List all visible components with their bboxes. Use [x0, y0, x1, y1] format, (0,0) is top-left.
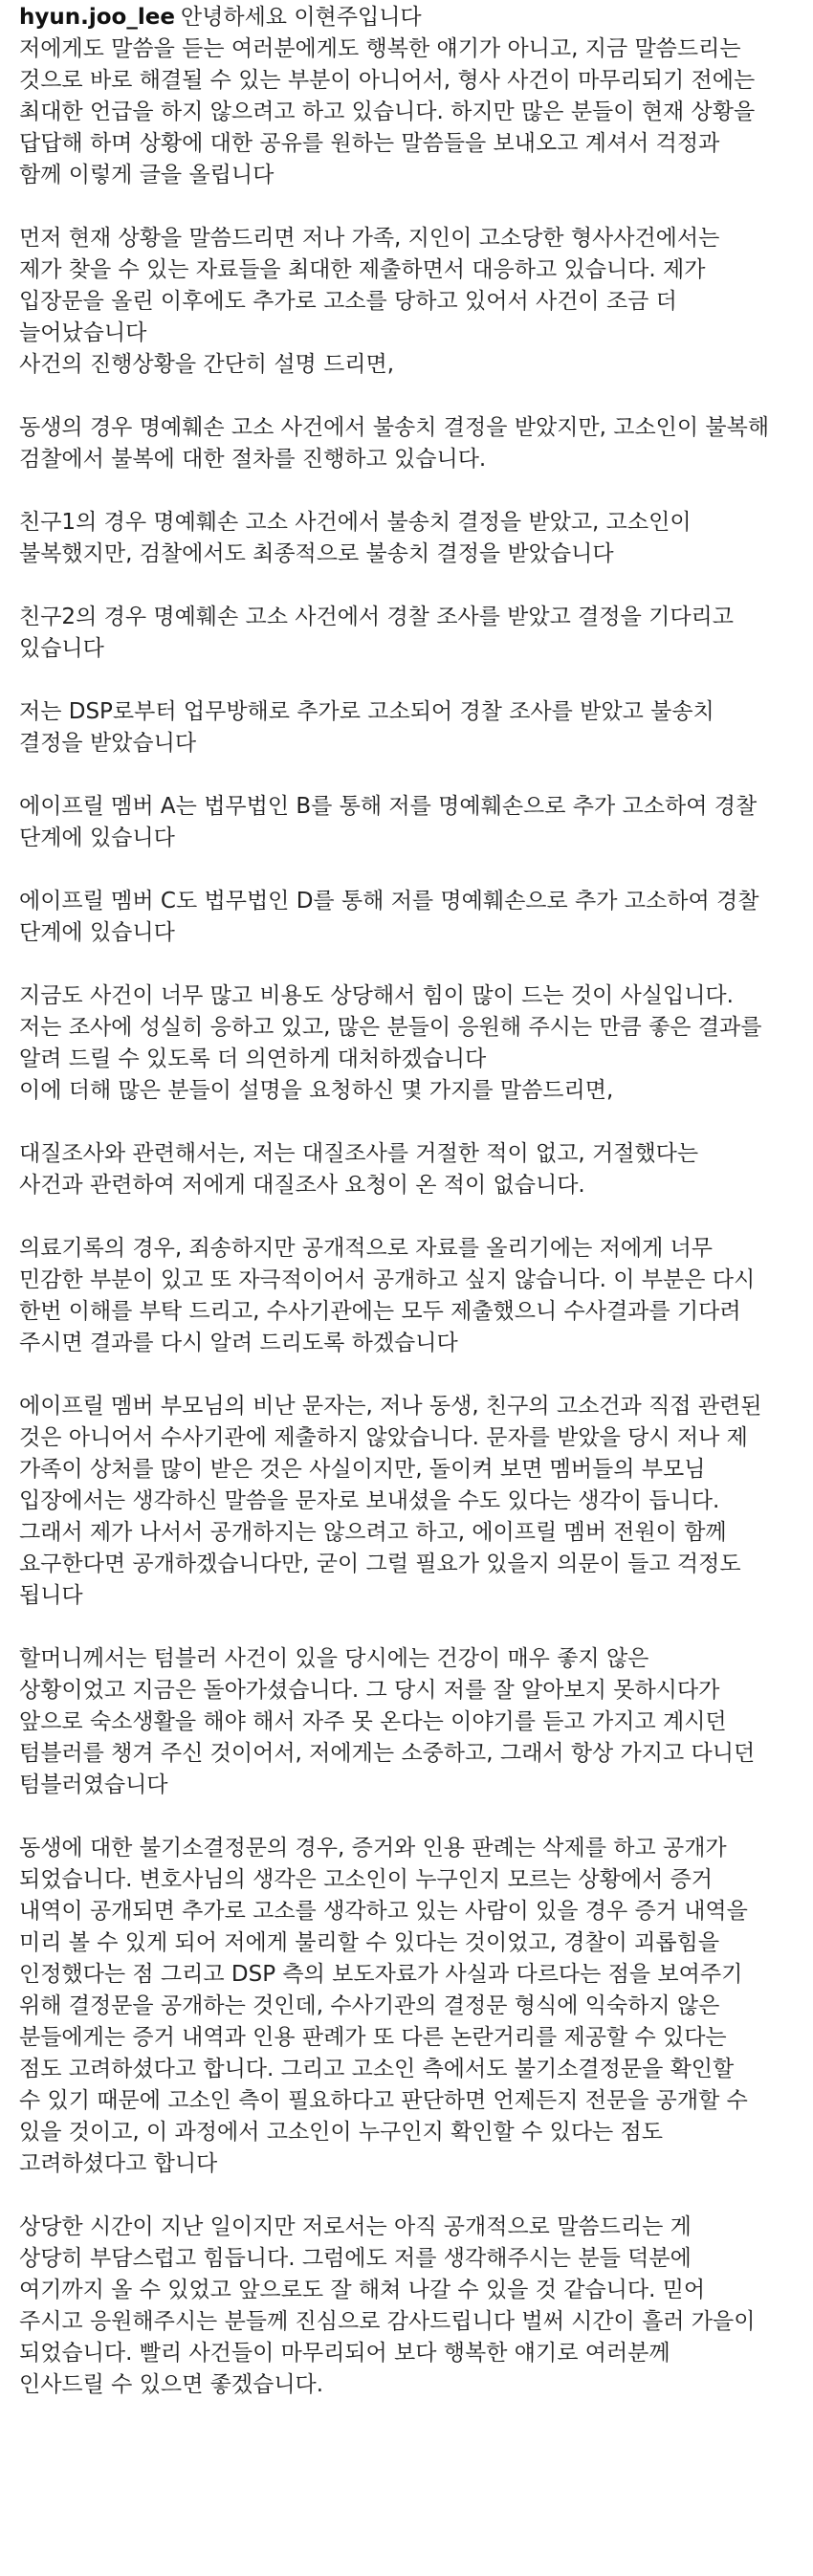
- username[interactable]: hyun.joo_lee: [19, 5, 175, 30]
- text-line: 것은 아니어서 수사기관에 제출하지 않았습니다. 문자를 받았을 당시 저나 제: [19, 1425, 748, 1450]
- text-line: 있습니다: [19, 636, 104, 661]
- paragraph: [19, 2212, 794, 2401]
- text-line: 에이프릴 멤버 C도 법무법인 D를 통해 저를 명예훼손으로 추가 고소하여 경찰: [19, 889, 759, 914]
- text-line: 상황이었고 지금은 돌아가셨습니다. 그 당시 저를 잘 알아보지 못하시다가: [19, 1678, 720, 1703]
- text-line: 있을 것이고, 이 과정에서 고소인이 누구인지 확인할 수 있다는 점도: [19, 2120, 663, 2145]
- text-line: 함께 이렇게 글을 올립니다: [19, 163, 275, 187]
- text-line: 것으로 바로 해결될 수 있는 부분이 아니어서, 형사 사건이 마무리되기 전에는: [19, 68, 756, 93]
- text-line: 에이프릴 멤버 A는 법무법인 B를 통해 저를 명예훼손으로 추가 고소하여 경찰: [19, 794, 758, 819]
- text-line: 답답해 하며 상황에 대한 공유를 원하는 말씀들을 보내오고 계셔서 걱정과: [19, 131, 720, 156]
- text-line: 상당한 시간이 지난 일이지만 저로서는 아직 공개적으로 말씀드리는 게: [19, 2214, 692, 2239]
- text-line: 주시고 응원해주시는 분들께 진심으로 감사드립니다 벌써 시간이 흘러 가을이: [19, 2309, 756, 2334]
- text-line: 됩니다: [19, 1583, 83, 1608]
- text-line: 먼저 현재 상황을 말씀드리면 저나 가족, 지인이 고소당한 형사사건에서는: [19, 226, 720, 251]
- text-line: 미리 볼 수 있게 되어 저에게 불리할 수 있다는 것이었고, 경찰이 괴롭힘을: [19, 1930, 720, 1955]
- text-line: 이에 더해 많은 분들이 설명을 요청하신 몇 가지를 말씀드리면,: [19, 1078, 614, 1103]
- text-line: 텀블러를 챙겨 주신 것이어서, 저에게는 소중하고, 그래서 항상 가지고 다니던: [19, 1741, 756, 1766]
- text-line: 분들에게는 증거 내역과 인용 판례가 또 다른 논란거리를 제공할 수 있다는: [19, 2025, 727, 2050]
- text-line: 요구한다면 공개하겠습니다만, 굳이 그럴 필요가 있을지 의문이 들고 걱정도: [19, 1552, 741, 1576]
- paragraph: [19, 1138, 794, 1201]
- text-line: 불복했지만, 검찰에서도 최종적으로 불송치 결정을 받았습니다: [19, 541, 614, 566]
- text-line: 사건과 관련하여 저에게 대질조사 요청이 온 적이 없습니다.: [19, 1173, 585, 1198]
- post-paragraphs: [19, 33, 794, 2401]
- text-line: 그래서 제가 나서서 공개하지는 않으려고 하고, 에이프릴 멤버 전원이 함께: [19, 1520, 727, 1545]
- text-line: 제가 찾을 수 있는 자료들을 최대한 제출하면서 대응하고 있습니다. 제가: [19, 257, 706, 282]
- paragraph: [19, 602, 794, 665]
- text-line: 가족이 상처를 많이 받은 것은 사실이지만, 돌이켜 보면 멤버들의 부모님: [19, 1457, 706, 1482]
- text-line: 늘어났습니다: [19, 320, 147, 345]
- text-line: 의료기록의 경우, 죄송하지만 공개적으로 자료를 올리기에는 저에게 너무: [19, 1236, 714, 1261]
- text-line: 단계에 있습니다: [19, 826, 175, 850]
- paragraph: [19, 696, 794, 760]
- text-line: 한번 이해를 부탁 드리고, 수사기관에는 모두 제출했으니 수사결과를 기다려: [19, 1299, 741, 1324]
- text-line: 저에게도 말씀을 듣는 여러분에게도 행복한 얘기가 아니고, 지금 말씀드리는: [19, 36, 741, 61]
- paragraph: [19, 791, 794, 854]
- text-line: 에이프릴 멤버 부모님의 비난 문자는, 저나 동생, 친구의 고소건과 직접 관련된: [19, 1394, 762, 1419]
- paragraph: [19, 886, 794, 949]
- text-line: 주시면 결과를 다시 알려 드리도록 하겠습니다: [19, 1331, 458, 1355]
- text-line: 고려하셨다고 합니다: [19, 2151, 218, 2176]
- text-line: 알려 드릴 수 있도록 더 의연하게 대처하겠습니다: [19, 1046, 487, 1071]
- text-line: 인정했다는 점 그리고 DSP 측의 보도자료가 사실과 다르다는 점을 보여주기: [19, 1962, 743, 1987]
- text-line: 최대한 언급을 하지 않으려고 하고 있습니다. 하지만 많은 분들이 현재 상황을: [19, 99, 756, 124]
- paragraph: [19, 33, 794, 191]
- text-line: 입장에서는 생각하신 말씀을 문자로 보내셨을 수도 있다는 생각이 듭니다.: [19, 1488, 720, 1513]
- paragraph: [19, 1391, 794, 1612]
- text-line: 내역이 공개되면 추가로 고소를 생각하고 있는 사람이 있을 경우 증거 내역을: [19, 1899, 748, 1924]
- text-line: 앞으로 숙소생활을 해야 해서 자주 못 온다는 이야기를 듣고 가지고 계시던: [19, 1709, 727, 1734]
- paragraph: [19, 1643, 794, 1801]
- text-line: 대질조사와 관련해서는, 저는 대질조사를 거절한 적이 없고, 거절했다는: [19, 1141, 699, 1166]
- paragraph: [19, 1233, 794, 1359]
- text-line: 텀블러였습니다: [19, 1772, 168, 1797]
- text-line: 결정을 받았습니다: [19, 731, 197, 756]
- text-line: 되었습니다. 변호사님의 생각은 고소인이 누구인지 모르는 상황에서 증거: [19, 1867, 714, 1892]
- paragraph: [19, 980, 794, 1107]
- text-line: 친구2의 경우 명예훼손 고소 사건에서 경찰 조사를 받았고 결정을 기다리고: [19, 605, 734, 629]
- text-line: 민감한 부분이 있고 또 자극적이어서 공개하고 싶지 않습니다. 이 부분은 다시: [19, 1267, 756, 1292]
- text-line: 되었습니다. 빨리 사건들이 마무리되어 보다 행복한 얘기로 여러분께: [19, 2341, 670, 2366]
- text-line: 저는 DSP로부터 업무방해로 추가로 고소되어 경찰 조사를 받았고 불송치: [19, 699, 714, 724]
- greeting: 안녕하세요 이현주입니다: [180, 5, 422, 30]
- text-line: 친구1의 경우 명예훼손 고소 사건에서 불송치 결정을 받았고, 고소인이: [19, 510, 692, 535]
- text-line: 여기까지 올 수 있었고 앞으로도 잘 해쳐 나갈 수 있을 것 같습니다. 믿어: [19, 2278, 706, 2302]
- paragraph: [19, 1833, 794, 2180]
- text-line: 점도 고려하셨다고 합니다. 그리고 고소인 측에서도 불기소결정문을 확인할: [19, 2057, 735, 2081]
- text-line: 사건의 진행상황을 간단히 설명 드리면,: [19, 352, 395, 377]
- paragraph: [19, 507, 794, 570]
- text-line: 위해 결정문을 공개하는 것인데, 수사기관의 결정문 형식에 익숙하지 않은: [19, 1993, 720, 2018]
- text-line: 상당히 부담스럽고 힘듭니다. 그럼에도 저를 생각해주시는 분들 덕분에: [19, 2246, 692, 2271]
- text-line: 단계에 있습니다: [19, 920, 175, 945]
- post-header: [19, 2, 794, 33]
- text-line: 입장문을 올린 이후에도 추가로 고소를 당하고 있어서 사건이 조금 더: [19, 289, 677, 314]
- paragraph: [19, 223, 794, 381]
- paragraph: [19, 412, 794, 475]
- text-line: 동생에 대한 불기소결정문의 경우, 증거와 인용 판례는 삭제를 하고 공개가: [19, 1836, 727, 1860]
- text-line: 지금도 사건이 너무 많고 비용도 상당해서 힘이 많이 드는 것이 사실입니다.: [19, 983, 734, 1008]
- text-line: 동생의 경우 명예훼손 고소 사건에서 불송치 결정을 받았지만, 고소인이 불복해: [19, 415, 770, 440]
- text-line: 검찰에서 불복에 대한 절차를 진행하고 있습니다.: [19, 447, 487, 472]
- text-line: 할머니께서는 텀블러 사건이 있을 당시에는 건강이 매우 좋지 않은: [19, 1646, 649, 1671]
- text-line: 수 있기 때문에 고소인 측이 필요하다고 판단하면 언제든지 전문을 공개할 수: [19, 2088, 748, 2113]
- text-line: 저는 조사에 성실히 응하고 있고, 많은 분들이 응원해 주시는 만큼 좋은 결과를: [19, 1015, 762, 1040]
- text-line: 인사드릴 수 있으면 좋겠습니다.: [19, 2372, 324, 2397]
